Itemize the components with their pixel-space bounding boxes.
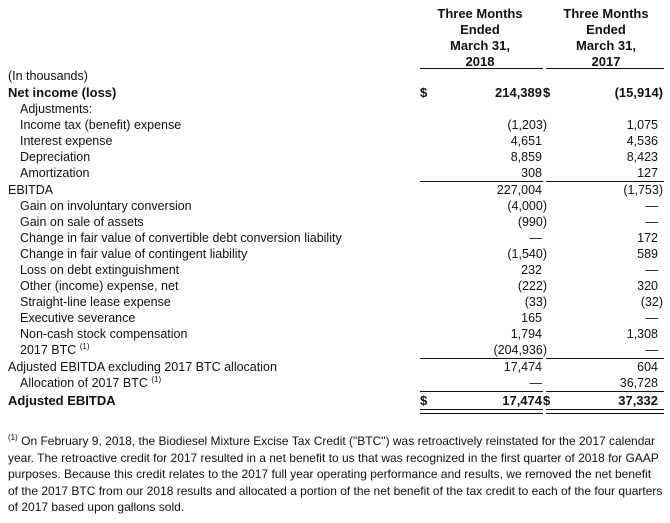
value-2018: 308 [521, 166, 542, 180]
footnote-marker: (1) [8, 433, 18, 442]
header-line: March 31, [576, 38, 636, 53]
row-label: EBITDA [8, 183, 54, 197]
value-2017: 1,308 [626, 327, 658, 341]
table-row [0, 117, 670, 133]
row-label: Non-cash stock compensation [20, 327, 188, 341]
value-2018: 214,389 [495, 85, 542, 100]
value-2017: (1,753) [623, 183, 663, 197]
value-2018: 8,859 [510, 150, 542, 164]
value-2018: (990) [517, 215, 547, 229]
row-label: Executive severance [20, 311, 136, 325]
total-rule [420, 391, 543, 392]
table-row [0, 165, 670, 181]
value-2017: — [645, 311, 658, 325]
value-2017: 604 [637, 360, 658, 374]
header-line: Ended [586, 22, 626, 37]
row-label: Change in fair value of contingent liability [20, 247, 248, 261]
value-2018: 227,004 [496, 183, 542, 197]
value-2017: 589 [637, 247, 658, 261]
table-row [0, 149, 670, 165]
table-row [0, 85, 670, 101]
value-2018: (1,203) [507, 118, 547, 132]
header-line: Three Months [563, 6, 649, 21]
value-2018: (33) [524, 295, 547, 309]
double-underline [546, 409, 664, 414]
row-label [20, 342, 90, 358]
table-row [0, 198, 670, 214]
table-row [0, 246, 670, 262]
value-2017: — [645, 199, 658, 213]
table-row [0, 393, 670, 409]
row-label: Net income (loss) [8, 85, 117, 100]
header-line: 2017 [591, 54, 621, 69]
footnote-marker: (1) [79, 341, 90, 351]
value-2017: — [645, 215, 658, 229]
value-2017: 320 [637, 279, 658, 293]
double-underline [420, 409, 543, 414]
value-2018: 165 [521, 311, 542, 325]
row-label: Income tax (benefit) expense [20, 118, 182, 132]
value-2017: — [645, 263, 658, 277]
table-row [0, 182, 670, 198]
units-label: (In thousands) [8, 69, 88, 83]
header-line: March 31, [450, 38, 510, 53]
header-line: Ended [460, 22, 500, 37]
table-row [0, 278, 670, 294]
footnote-marker: (1) [151, 374, 162, 384]
value-2018: 1,794 [510, 327, 542, 341]
value-2018: — [529, 376, 542, 390]
value-2018: 17,474 [503, 360, 542, 374]
row-label: Depreciation [20, 150, 91, 164]
row-label: Other (income) expense, net [20, 279, 179, 293]
table-row [0, 214, 670, 230]
table-row [0, 375, 670, 391]
value-2017: 4,536 [626, 134, 658, 148]
value-2018: — [529, 231, 542, 245]
row-label: Loss on debt extinguishment [20, 263, 180, 277]
currency-symbol: $ [543, 85, 551, 100]
value-2018: (4,000) [507, 199, 547, 213]
row-label: Gain on sale of assets [20, 215, 144, 229]
footnote [8, 433, 664, 516]
table-row [0, 342, 670, 358]
row-label: Gain on involuntary conversion [20, 199, 192, 213]
table-row [0, 101, 670, 117]
row-label: Change in fair value of convertible debt conversion liability [20, 231, 342, 245]
column-header-2018 [418, 6, 542, 70]
value-2017: 127 [637, 166, 658, 180]
currency-symbol: $ [420, 393, 428, 408]
row-label-text: Allocation of 2017 BTC [20, 376, 148, 390]
row-label: Amortization [20, 166, 90, 180]
value-2017: 36,728 [619, 376, 658, 390]
value-2018: 232 [521, 263, 542, 277]
total-rule [546, 391, 664, 392]
table-row [0, 133, 670, 149]
value-2018: (204,936) [493, 343, 547, 357]
value-2017: 172 [637, 231, 658, 245]
value-2018: 17,474 [502, 393, 542, 408]
value-2017: 1,075 [626, 118, 658, 132]
column-header-2017 [546, 6, 666, 70]
table-row [0, 326, 670, 342]
row-label: Adjusted EBITDA excluding 2017 BTC allocation [8, 360, 277, 374]
value-2018: 4,651 [510, 134, 542, 148]
table-row [0, 262, 670, 278]
value-2017: 37,332 [618, 393, 658, 408]
row-label: Straight-line lease expense [20, 295, 171, 309]
table-row [0, 310, 670, 326]
table-row [0, 294, 670, 310]
header-line: 2018 [465, 54, 495, 69]
row-label: Adjustments: [20, 102, 93, 116]
row-label-text: 2017 BTC [20, 343, 77, 357]
currency-symbol: $ [543, 393, 551, 408]
value-2018: (222) [517, 279, 547, 293]
row-label [20, 375, 161, 391]
table-row [0, 230, 670, 246]
row-label: Interest expense [20, 134, 113, 148]
units-caption [0, 68, 670, 84]
table-row [0, 359, 670, 375]
footnote-text: On February 9, 2018, the Biodiesel Mixture Excise Tax Credit ("BTC") was retroactively reinstated for the 2017 calendar year. The retroactive credit for 2017 resulted in a net benefit to us that was recognized in the first quarter of 2018 for GAAP purposes. Because this credit relates to the 2017 full year operating performance and results, we removed the net benefit of the 2017 BTC from our 2018 results and allocated a portion of the net benefit of the tax credit to each of the four quarters of 2017 based upon gallons sold. [8, 434, 663, 514]
value-2017: 8,423 [626, 150, 658, 164]
row-label: Adjusted EBITDA [8, 393, 116, 408]
currency-symbol: $ [420, 85, 428, 100]
value-2017: — [645, 343, 658, 357]
header-line: Three Months [437, 6, 523, 21]
value-2017: (15,914) [614, 85, 663, 100]
value-2018: (1,540) [507, 247, 547, 261]
value-2017: (32) [640, 295, 663, 309]
